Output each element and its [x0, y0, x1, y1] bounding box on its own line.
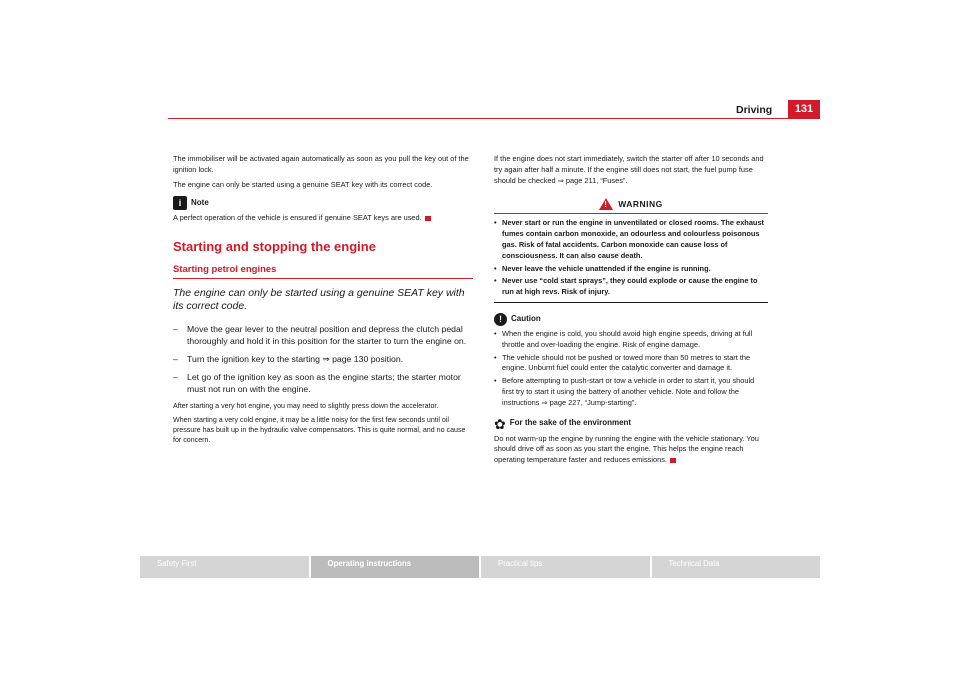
subsection-rule [173, 278, 473, 279]
caution-item: • When the engine is cold, you should avoid high engine speeds, driving at full throttle and over-loading the engine. Risk of engine damage. [494, 328, 753, 349]
left-column [173, 154, 473, 449]
note-header [173, 196, 473, 210]
paragraph: The engine can only be started using a genuine SEAT key with its correct code. [173, 179, 433, 189]
warning-label: WARNING [618, 198, 663, 209]
footer-tab-technical-data[interactable]: Technical Data [652, 556, 821, 578]
end-marker-icon [670, 458, 676, 463]
note-label: Note [191, 197, 209, 207]
environment-label: For the sake of the environment [509, 418, 632, 428]
warning-item: • Never leave the vehicle unattended if the engine is running. [494, 263, 711, 273]
warning-item: • Never use “cold start sprays”, they could explode or cause the engine to run at high revs. Risk of injury. [494, 276, 758, 297]
info-icon: i [173, 196, 187, 210]
warning-box [494, 194, 768, 303]
footer-tab-practical-tips[interactable]: Practical tips [481, 556, 650, 578]
chapter-title: Driving [736, 104, 773, 116]
end-marker-icon [425, 216, 431, 221]
subsection-title: Starting petrol engines [173, 263, 277, 275]
caution-item: • The vehicle should not be pushed or towed more than 50 metres to start the engine. Unburnt fuel could enter the catalytic converter and damage it. [494, 352, 751, 373]
step-item: – Let go of the ignition key as soon as the engine starts; the starter motor must not run on with the engine. [173, 371, 461, 394]
flower-icon: ✿ [494, 415, 506, 432]
paragraph: After starting a very hot engine, you may need to slightly press down the accelerator. [173, 401, 439, 410]
footer-tab-safety-first[interactable]: Safety First [140, 556, 309, 578]
paragraph: The immobiliser will be activated again automatically as soon as you pull the key out of the ignition lock. [173, 154, 469, 174]
caution-label: Caution [511, 314, 541, 324]
environment-header [494, 417, 768, 431]
section-title: Starting and stopping the engine [173, 239, 376, 255]
footer-tab-operating-instructions[interactable]: Operating instructions [311, 556, 480, 578]
header-rule [168, 118, 820, 119]
footer-nav [140, 556, 820, 578]
caution-item: • Before attempting to push-start or tow a vehicle in order to start it, you should first try to start it using the battery of another vehicle. Note and follow the instructions ⇒ page 227, “Jump-starting”. [494, 376, 755, 407]
environment-text: Do not warm-up the engine by running the engine with the vehicle stationary. You should drive off as soon as you start the engine. This helps the engine reach operating temperature faster and reduces emissions. [494, 433, 759, 465]
caution-header [494, 313, 768, 326]
caution-icon: ! [494, 313, 507, 326]
step-item: – Move the gear lever to the neutral position and depress the clutch pedal thoroughly and hold it in this position for the starter to turn the engine on. [173, 323, 467, 346]
paragraph: When starting a very cold engine, it may be a little noisy for the first few seconds until oil pressure has built up in the hydraulic valve compensators. This is quite normal, and no cause for concern. [173, 415, 466, 444]
warning-item: • Never start or run the engine in unventilated or closed rooms. The exhaust fumes contain carbon monoxide, an odourless and colourless poisonous gas. Risk of fatal accidents. Carbon monoxide can cause loss of consciousness. It can also cause death. [494, 218, 765, 260]
right-column [494, 154, 768, 470]
warning-triangle-icon: ! [599, 198, 613, 210]
warning-header [494, 194, 768, 214]
paragraph: If the engine does not start immediately, switch the starter off after 10 seconds and try again after half a minute. If the engine still does not start, the fuel pump fuse should be checked ⇒ page 211, “Fuses”. [494, 154, 764, 185]
intro-text: The engine can only be started using a genuine SEAT key with its correct code. [173, 286, 465, 312]
step-item: – Turn the ignition key to the starting ⇒ page 130 position. [173, 353, 404, 364]
page-number: 131 [788, 100, 820, 118]
note-text: A perfect operation of the vehicle is ensured if genuine SEAT keys are used. [173, 213, 473, 224]
